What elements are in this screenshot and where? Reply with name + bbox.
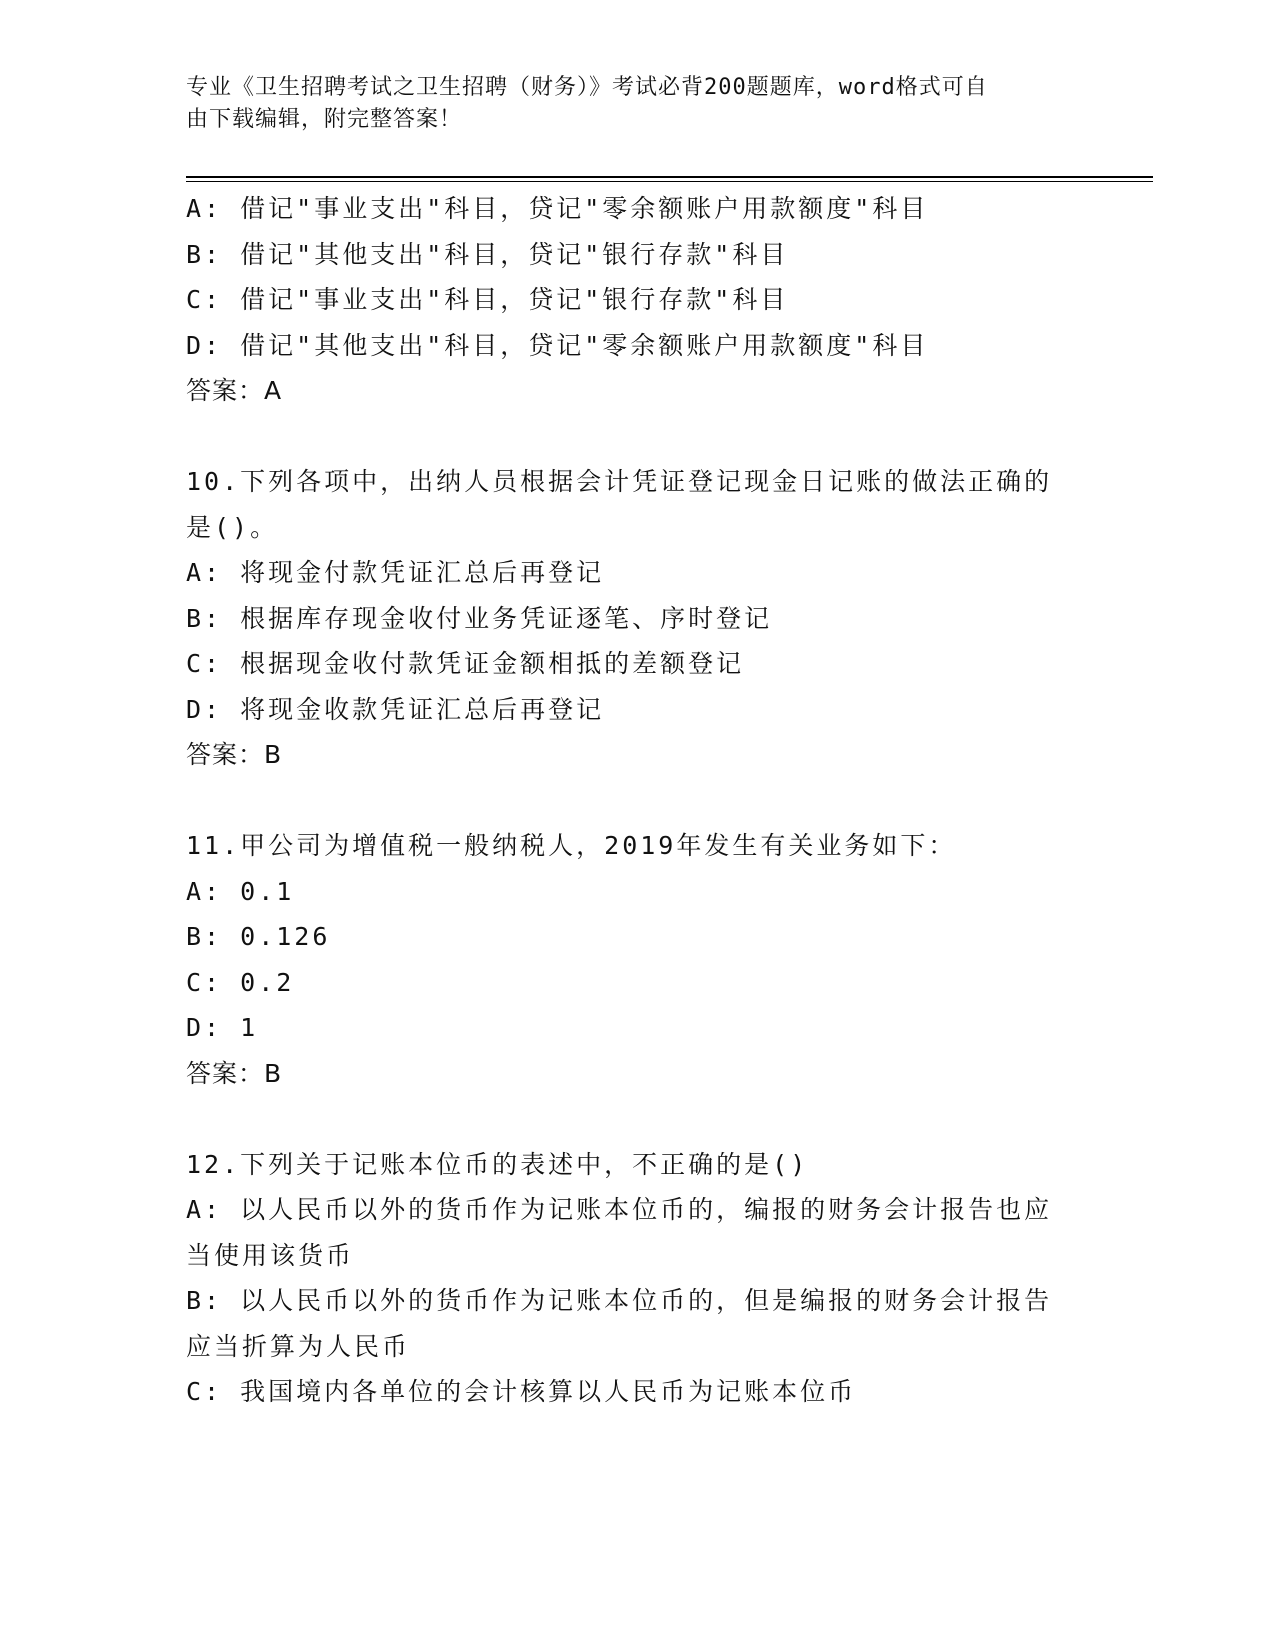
question-9	[186, 186, 1086, 414]
question-stem: 12.下列关于记账本位币的表述中，不正确的是()	[186, 1149, 809, 1179]
answer: 答案：B	[186, 1058, 283, 1088]
option-b: B: 0.126	[186, 922, 331, 951]
option-d: D: 将现金收款凭证汇总后再登记	[186, 694, 605, 724]
spacer	[186, 1096, 1086, 1142]
header-line-2: 由下载编辑，附完整答案！	[186, 107, 463, 132]
option-d: D: 1	[186, 1013, 259, 1042]
question-stem-continued: 是()。	[186, 512, 279, 542]
option-a: A: 借记"事业支出"科目，贷记"零余额账户用款额度"科目	[186, 194, 929, 223]
option-a-continued: 当使用该货币	[186, 1240, 355, 1270]
answer: 答案：A	[186, 376, 283, 405]
spacer	[186, 414, 1086, 460]
question-12	[186, 1142, 1086, 1415]
header-divider-thin	[186, 181, 1153, 182]
header-divider-thick	[186, 176, 1153, 178]
question-stem: 11.甲公司为增值税一般纳税人，2019年发生有关业务如下：	[186, 831, 957, 860]
question-11	[186, 823, 1086, 1096]
spacer	[186, 778, 1086, 824]
header-line-1: 专业《卫生招聘考试之卫生招聘（财务）》考试必背200题题库，word格式可自	[186, 75, 988, 100]
question-10	[186, 459, 1086, 778]
option-a: A: 以人民币以外的货币作为记账本位币的，编报的财务会计报告也应	[186, 1195, 1053, 1224]
document-header	[186, 72, 1066, 136]
question-list	[186, 186, 1086, 1415]
option-b-continued: 应当折算为人民币	[186, 1331, 411, 1361]
option-b: B: 根据库存现金收付业务凭证逐笔、序时登记	[186, 603, 773, 633]
option-c: C: 0.2	[186, 967, 295, 997]
option-b: B: 以人民币以外的货币作为记账本位币的，但是编报的财务会计报告	[186, 1286, 1053, 1315]
option-c: C: 我国境内各单位的会计核算以人民币为记账本位币	[186, 1377, 857, 1406]
question-stem: 10.下列各项中，出纳人员根据会计凭证登记现金日记账的做法正确的	[186, 467, 1053, 496]
option-b: B: 借记"其他支出"科目，贷记"银行存款"科目	[186, 239, 789, 269]
option-d: D: 借记"其他支出"科目，贷记"零余额账户用款额度"科目	[186, 330, 929, 360]
option-c: C: 根据现金收付款凭证金额相抵的差额登记	[186, 649, 745, 678]
option-a: A: 将现金付款凭证汇总后再登记	[186, 558, 605, 587]
answer: 答案：B	[186, 740, 283, 769]
option-c: C: 借记"事业支出"科目，贷记"银行存款"科目	[186, 285, 789, 314]
option-a: A: 0.1	[186, 876, 295, 906]
